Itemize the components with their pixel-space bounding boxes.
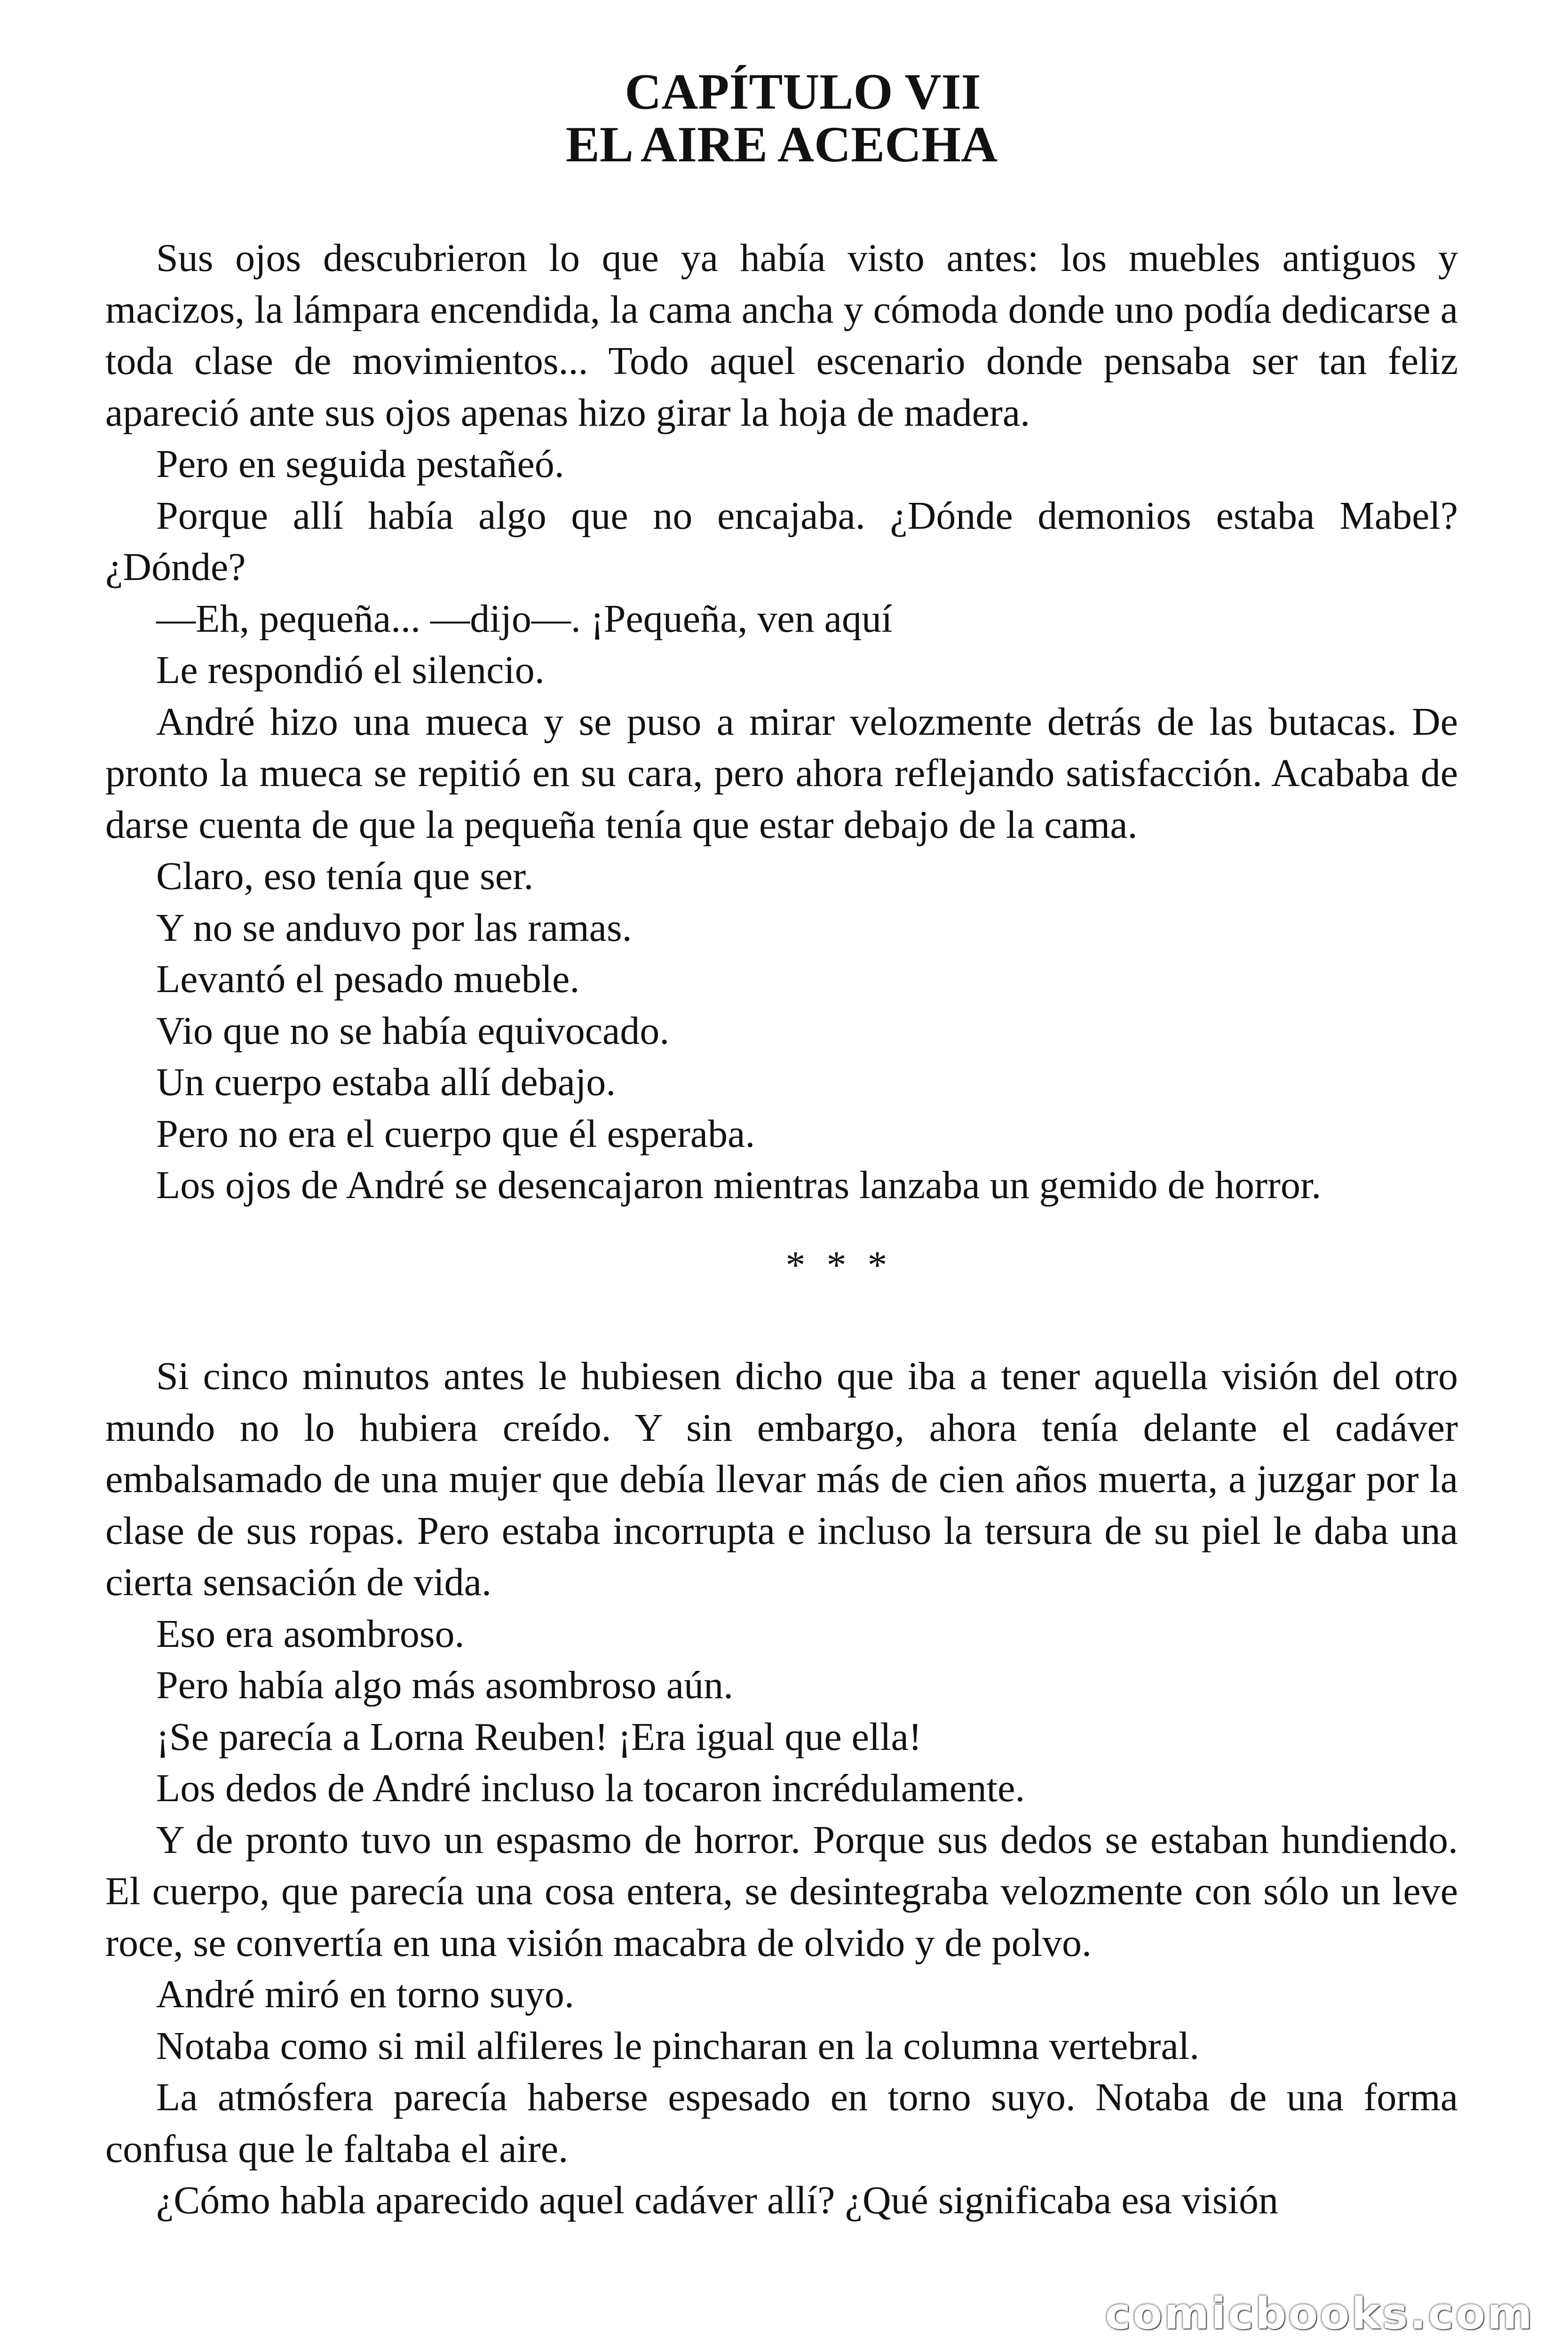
watermark: comicbooks.com <box>1105 2288 1534 2339</box>
paragraph: Y no se anduvo por las ramas. <box>156 906 632 950</box>
paragraph: Vio que no se había equivocado. <box>156 1009 670 1053</box>
section-break: * * * <box>785 1243 893 1287</box>
paragraph: La atmósfera parecía haberse espesado en torno suyo. Notaba de una forma confusa que le faltaba el aire. <box>105 2075 1458 2171</box>
paragraph: Porque allí había algo que no encajaba. ¿Dónde demonios estaba Mabel? ¿Dónde? <box>105 493 1458 589</box>
paragraph: Claro, eso tenía que ser. <box>156 854 534 898</box>
chapter-number: CAPÍTULO VII <box>625 64 981 120</box>
paragraph: Notaba como si mil alfileres le pincharan en la columna vertebral. <box>156 2024 1200 2068</box>
book-page <box>105 66 1458 2226</box>
paragraph: Pero había algo más asombroso aún. <box>156 1663 734 1707</box>
paragraph: Eso era asombroso. <box>156 1612 465 1656</box>
section-1 <box>105 232 1458 1211</box>
paragraph: Los ojos de André se desencajaron mientras lanzaba un gemido de horror. <box>156 1163 1322 1207</box>
paragraph: Si cinco minutos antes le hubiesen dicho que iba a tener aquella visión del otro mundo no lo hubiera creído. Y sin embargo, ahora tenía delante el cadáver embalsamado de una mujer que debía llevar más de cien años muerta, a juzgar por la clase de sus ropas. Pero estaba incorrupta e incluso la tersura de su piel le daba una cierta sensación de vida. <box>105 1354 1458 1604</box>
paragraph: André miró en torno suyo. <box>156 1972 574 2016</box>
paragraph: Los dedos de André incluso la tocaron incrédulamente. <box>156 1766 1025 1810</box>
chapter-header <box>105 66 1458 171</box>
paragraph: Pero en seguida pestañeó. <box>156 442 564 486</box>
paragraph: Sus ojos descubrieron lo que ya había visto antes: los muebles antiguos y macizos, la lámpara encendida, la cama ancha y cómoda donde uno podía dedicarse a toda clase de movimientos... Todo aquel escenario donde pensaba ser tan feliz apareció ante sus ojos apenas hizo girar la hoja de madera. <box>105 236 1458 435</box>
paragraph: —Eh, pequeña... —dijo—. ¡Pequeña, ven aquí <box>156 596 893 641</box>
paragraph: Le respondió el silencio. <box>156 648 545 692</box>
chapter-title: EL AIRE ACECHA <box>565 117 998 173</box>
section-2 <box>105 1351 1458 2226</box>
paragraph: Pero no era el cuerpo que él esperaba. <box>156 1112 755 1156</box>
paragraph: André hizo una mueca y se puso a mirar velozmente detrás de las butacas. De pronto la mueca se repitió en su cara, pero ahora reflejando satisfacción. Acababa de darse cuenta de que la pequeña tenía que estar debajo de la cama. <box>105 699 1458 847</box>
paragraph: Y de pronto tuvo un espasmo de horror. Porque sus dedos se estaban hundiendo. El cuerpo, que parecía una cosa entera, se desintegraba velozmente con sólo un leve roce, se convertía en una visión macabra de olvido y de polvo. <box>105 1818 1458 1965</box>
paragraph: Un cuerpo estaba allí debajo. <box>156 1060 616 1104</box>
paragraph: Levantó el pesado mueble. <box>156 957 580 1001</box>
paragraph: ¿Cómo habla aparecido aquel cadáver allí? ¿Qué significaba esa visión <box>156 2178 1278 2222</box>
paragraph: ¡Se parecía a Lorna Reuben! ¡Era igual que ella! <box>156 1715 922 1759</box>
